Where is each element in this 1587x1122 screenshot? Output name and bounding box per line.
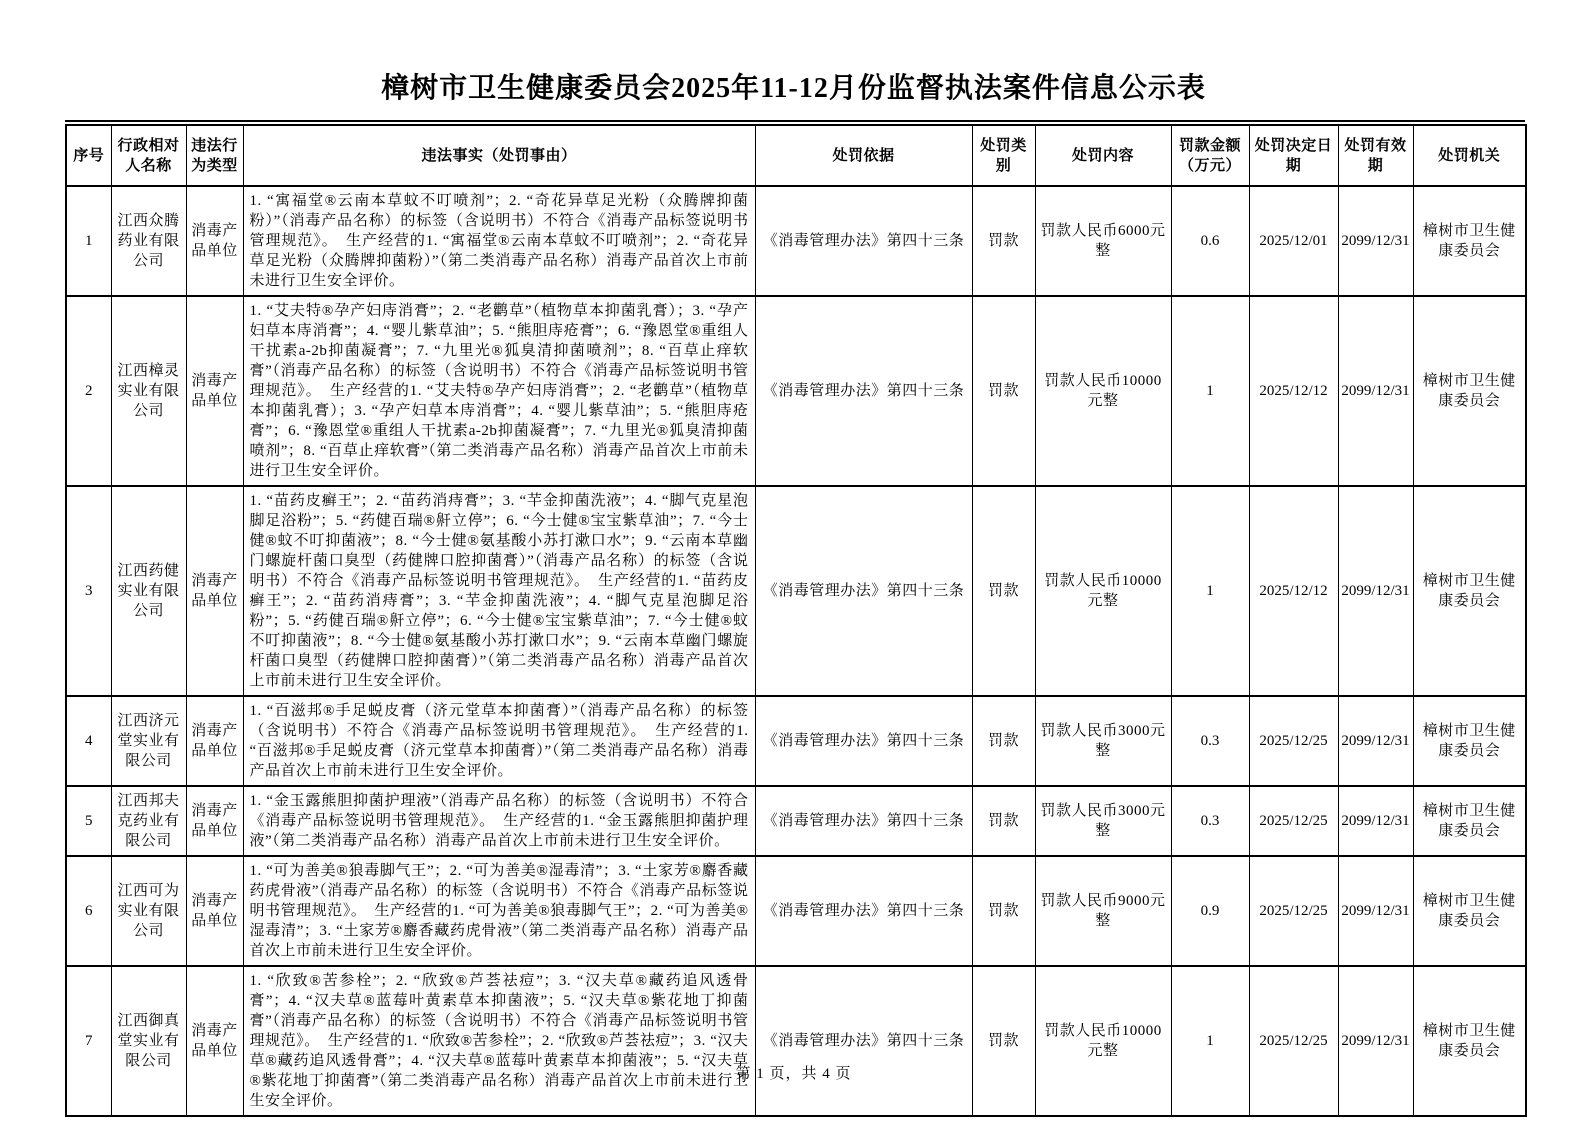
table-row [66,186,1526,296]
cell-decision-date: 2025/12/12 [1249,486,1338,696]
table-row [66,786,1526,856]
cell-category: 罚款 [972,966,1035,1116]
cell-facts: 1. “艾夫特®孕产妇庤消膏”；2. “老鹳草”（植物草本抑菌乳膏）；3. “孕产妇草本庤消膏”；4. “婴儿紫草油”；5. “熊胆庤疮膏”；6. “豫恩堂®重组人干扰素a-2b抑菌凝膏”；7. “九里光®狐臭清抑菌喷剂”；8. “百草止痒软膏”（消毒产品名称）的标签（含说明书）不符合《消毒产品标签说明书管理规范》。 生产经营的1. “艾夫特®孕产妇庤消膏”；2. “老鹳草”（植物草本抑菌乳膏）；3. “孕产妇草本庤消膏”；4. “婴儿紫草油”；5. “熊胆庤疮膏”；6. “豫恩堂®重组人干扰素a-2b抑菌凝膏”；7. “九里光®狐臭清抑菌喷剂”；8. “百草止痒软膏”（第二类消毒产品名称）消毒产品首次上市前未进行卫生安全评价。 [243,296,755,486]
cell-basis: 《消毒管理办法》第四十三条 [755,856,972,966]
column-header-amount: 罚款金额（万元） [1171,125,1249,186]
cell-category: 罚款 [972,486,1035,696]
cell-authority: 樟树市卫生健康委员会 [1413,186,1526,296]
cell-facts: 1. “百滋邦®手足蜕皮膏（济元堂草本抑菌膏）”（消毒产品名称）的标签（含说明书）不符合《消毒产品标签说明书管理规范》。 生产经营的1. “百滋邦®手足蜕皮膏（济元堂草本抑菌膏）”（第二类消毒产品名称）消毒产品首次上市前未进行卫生安全评价。 [243,696,755,786]
cell-authority: 樟树市卫生健康委员会 [1413,486,1526,696]
cases-table-area [65,120,1525,1117]
table-row [66,856,1526,966]
cell-authority: 樟树市卫生健康委员会 [1413,296,1526,486]
cell-type: 消毒产品单位 [186,296,243,486]
table-row [66,296,1526,486]
table-top-double-line [65,120,1525,122]
cell-valid-until: 2099/12/31 [1338,186,1413,296]
cell-no: 4 [66,696,111,786]
cell-category: 罚款 [972,786,1035,856]
cell-basis: 《消毒管理办法》第四十三条 [755,186,972,296]
column-header-authority: 处罚机关 [1413,125,1526,186]
cell-valid-until: 2099/12/31 [1338,966,1413,1116]
cell-amount: 1 [1171,486,1249,696]
cell-category: 罚款 [972,296,1035,486]
cell-name: 江西樟灵实业有限公司 [111,296,186,486]
cell-content: 罚款人民币10000元整 [1035,296,1171,486]
cell-decision-date: 2025/12/25 [1249,856,1338,966]
cases-table [65,124,1527,1117]
table-row [66,486,1526,696]
cell-name: 江西药健实业有限公司 [111,486,186,696]
cell-facts: 1. “欣致®苦参栓”；2. “欣致®芦荟祛痘”；3. “汉夫草®藏药追风透骨膏”；4. “汉夫草®蓝莓叶黄素草本抑菌液”；5. “汉夫草®紫花地丁抑菌膏”（消毒产品名称）的标签（含说明书）不符合《消毒产品标签说明书管理规范》。 生产经营的1. “欣致®苦参栓”；2. “欣致®芦荟祛痘”；3. “汉夫草®藏药追风透骨膏”；4. “汉夫草®蓝莓叶黄素草本抑菌液”；5. “汉夫草®紫花地丁抑菌膏”（第二类消毒产品名称）消毒产品首次上市前未进行卫生安全评价。 [243,966,755,1116]
cell-authority: 樟树市卫生健康委员会 [1413,966,1526,1116]
cell-facts: 1. “寓福堂®云南本草蚊不叮喷剂”；2. “奇花异草足光粉（众腾牌抑菌粉）”（消毒产品名称）的标签（含说明书）不符合《消毒产品标签说明书管理规范》。 生产经营的1. “寓福堂®云南本草蚊不叮喷剂”；2. “奇花异草足光粉（众腾牌抑菌粉）”（第二类消毒产品名称）消毒产品首次上市前未进行卫生安全评价。 [243,186,755,296]
column-header-name: 行政相对人名称 [111,125,186,186]
page-number: 第 1 页，共 4 页 [735,1066,852,1082]
cell-no: 5 [66,786,111,856]
cell-type: 消毒产品单位 [186,186,243,296]
cell-authority: 樟树市卫生健康委员会 [1413,856,1526,966]
cell-content: 罚款人民币6000元整 [1035,186,1171,296]
column-header-category: 处罚类别 [972,125,1035,186]
cell-valid-until: 2099/12/31 [1338,486,1413,696]
cell-decision-date: 2025/12/01 [1249,186,1338,296]
cell-facts: 1. “苗药皮癣王”；2. “苗药消痔膏”；3. “芉金抑菌洗液”；4. “脚气克星泡脚足浴粉”；5. “药健百瑞®鼾立停”；6. “今士健®宝宝紫草油”；7. “今士健®蚊不叮抑菌液”；8. “今士健®氨基酸小苏打漱口水”；9. “云南本草幽门螺旋杆菌口臭型（药健牌口腔抑菌膏）”（消毒产品名称）的标签（含说明书）不符合《消毒产品标签说明书管理规范》。 生产经营的1. “苗药皮癣王”；2. “苗药消痔膏”；3. “芉金抑菌洗液”；4. “脚气克星泡脚足浴粉”；5. “药健百瑞®鼾立停”；6. “今士健®宝宝紫草油”；7. “今士健®蚊不叮抑菌液”；8. “今士健®氨基酸小苏打漱口水”；9. “云南本草幽门螺旋杆菌口臭型（药健牌口腔抑菌膏）”（第二类消毒产品名称）消毒产品首次上市前未进行卫生安全评价。 [243,486,755,696]
cell-content: 罚款人民币9000元整 [1035,856,1171,966]
table-row [66,966,1526,1116]
column-header-type: 违法行为类型 [186,125,243,186]
cell-type: 消毒产品单位 [186,786,243,856]
table-row [66,696,1526,786]
cell-basis: 《消毒管理办法》第四十三条 [755,786,972,856]
cell-basis: 《消毒管理办法》第四十三条 [755,696,972,786]
cell-category: 罚款 [972,186,1035,296]
cell-category: 罚款 [972,856,1035,966]
column-header-decision-date: 处罚决定日期 [1249,125,1338,186]
cell-name: 江西可为实业有限公司 [111,856,186,966]
cell-decision-date: 2025/12/25 [1249,786,1338,856]
cell-authority: 樟树市卫生健康委员会 [1413,786,1526,856]
cell-basis: 《消毒管理办法》第四十三条 [755,486,972,696]
cell-name: 江西御真堂实业有限公司 [111,966,186,1116]
cell-valid-until: 2099/12/31 [1338,786,1413,856]
cell-valid-until: 2099/12/31 [1338,696,1413,786]
cell-amount: 0.3 [1171,786,1249,856]
cell-amount: 0.6 [1171,186,1249,296]
header-row [66,125,1526,186]
cell-name: 江西济元堂实业有限公司 [111,696,186,786]
cell-amount: 0.9 [1171,856,1249,966]
table-header [66,125,1526,186]
table-body [66,186,1526,1116]
column-header-no: 序号 [66,125,111,186]
cell-valid-until: 2099/12/31 [1338,856,1413,966]
cell-decision-date: 2025/12/12 [1249,296,1338,486]
column-header-facts: 违法事实（处罚事由） [243,125,755,186]
cell-amount: 0.3 [1171,696,1249,786]
cell-no: 2 [66,296,111,486]
column-header-valid-until: 处罚有效期 [1338,125,1413,186]
cell-no: 1 [66,186,111,296]
column-header-basis: 处罚依据 [755,125,972,186]
cell-category: 罚款 [972,696,1035,786]
column-header-content: 处罚内容 [1035,125,1171,186]
cell-content: 罚款人民币10000元整 [1035,486,1171,696]
cell-decision-date: 2025/12/25 [1249,696,1338,786]
page-title: 樟树市卫生健康委员会2025年11-12月份监督执法案件信息公示表 [381,73,1206,104]
cell-no: 6 [66,856,111,966]
cell-basis: 《消毒管理办法》第四十三条 [755,296,972,486]
cell-basis: 《消毒管理办法》第四十三条 [755,966,972,1116]
cell-facts: 1. “可为善美®狼毒脚气王”；2. “可为善美®湿毒清”；3. “土家芳®麝香藏药虎骨液”（消毒产品名称）的标签（含说明书）不符合《消毒产品标签说明书管理规范》。 生产经营的1. “可为善美®狼毒脚气王”；2. “可为善美®湿毒清”；3. “土家芳®麝香藏药虎骨液”（第二类消毒产品名称）消毒产品首次上市前未进行卫生安全评价。 [243,856,755,966]
cell-content: 罚款人民币3000元整 [1035,696,1171,786]
cell-facts: 1. “金玉露熊胆抑菌护理液”（消毒产品名称）的标签（含说明书）不符合《消毒产品标签说明书管理规范》。 生产经营的1. “金玉露熊胆抑菌护理液”（第二类消毒产品名称）消毒产品首次上市前未进行卫生安全评价。 [243,786,755,856]
cell-authority: 樟树市卫生健康委员会 [1413,696,1526,786]
cell-type: 消毒产品单位 [186,696,243,786]
cell-decision-date: 2025/12/25 [1249,966,1338,1116]
cell-content: 罚款人民币10000元整 [1035,966,1171,1116]
cell-type: 消毒产品单位 [186,966,243,1116]
cell-valid-until: 2099/12/31 [1338,296,1413,486]
cell-type: 消毒产品单位 [186,856,243,966]
cell-content: 罚款人民币3000元整 [1035,786,1171,856]
cell-type: 消毒产品单位 [186,486,243,696]
cell-no: 3 [66,486,111,696]
cell-amount: 1 [1171,966,1249,1116]
cell-amount: 1 [1171,296,1249,486]
cell-name: 江西邦夫克药业有限公司 [111,786,186,856]
cell-no: 7 [66,966,111,1116]
cell-name: 江西众腾药业有限公司 [111,186,186,296]
